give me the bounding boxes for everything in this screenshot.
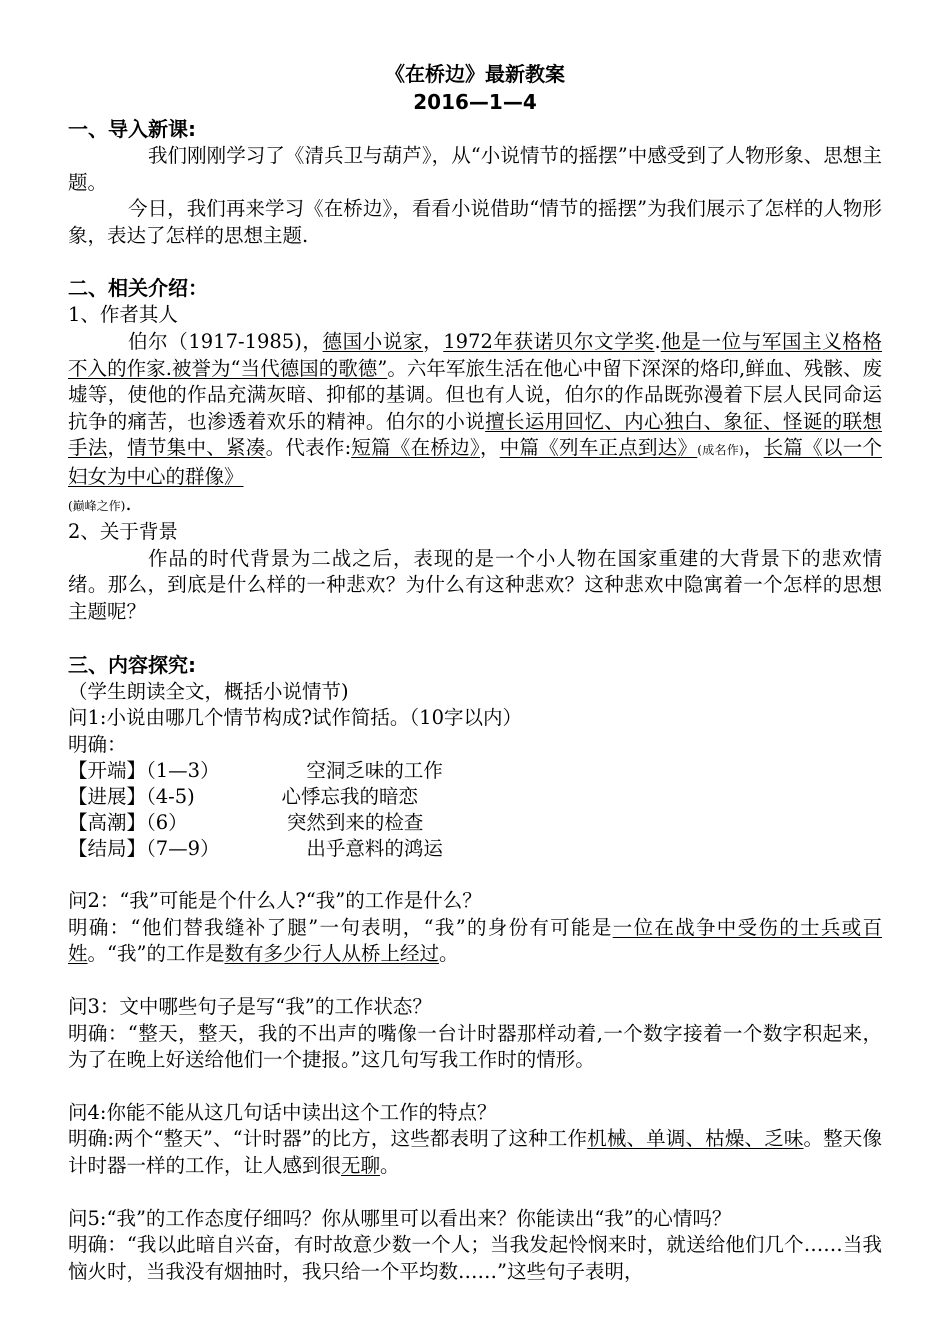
plot-row: 【高潮】（6） 突然到来的检查	[68, 811, 424, 835]
answer-2: 明确：“他们替我缝补了腿”一句表明，“我”的身份有可能是一位在战争中受伤的士兵或百姓。“我”的工作是数有多少行人从桥上经过。	[68, 915, 882, 966]
section-1-para-1: 我们刚刚学习了《清兵卫与葫芦》，从“小说情节的摇摆”中感受到了人物形象、思想主题。	[68, 144, 882, 194]
question-5: 问5:“我”的工作态度仔细吗？你从哪里可以看出来？你能读出“我”的心情吗？	[68, 1206, 732, 1230]
question-1: 问1:小说由哪几个情节构成?试作简括。（10字以内）	[68, 706, 522, 730]
answer-3: 明确：“整天，整天，我的不出声的嘴像一台计时器那样动着,一个数字接着一个数字积起来，为了在晚上好送给他们一个捷报。”这几句写我工作时的情形。	[68, 1021, 882, 1072]
section-1-heading: 一、导入新课:	[68, 117, 196, 141]
question-4: 问4:你能不能从这几句话中读出这个工作的特点？	[68, 1100, 497, 1124]
answer-1-label: 明确：	[68, 732, 127, 756]
section-2-heading: 二、相关介绍：	[68, 276, 208, 301]
plot-row: 【开端】（1—3） 空洞乏味的工作	[68, 759, 443, 783]
question-3: 问3：文中哪些句子是写“我”的工作状态？	[68, 995, 432, 1019]
background-para: 作品的时代背景为二战之后，表现的是一个小人物在国家重建的大背景下的悲欢情绪。那么，到底是什么样的一种悲欢？为什么有这种悲欢？这种悲欢中隐寓着一个怎样的思想主题呢？	[68, 546, 882, 623]
answer-5: 明确：“我以此暗自兴奋，有时故意少数一个人；当我发起怜悯来时，就送给他们几个……当我恼火时，当我没有烟抽时，我只给一个平均数……”这些句子表明，	[68, 1233, 882, 1283]
plot-row: 【进展】（4-5) 心悸忘我的暗恋	[68, 785, 419, 809]
reading-note: （学生朗读全文，概括小说情节)	[68, 679, 349, 703]
author-bio: 伯尔（1917-1985)，德国小说家，1972年获诺贝尔文学奖.他是一位与军国主义格格不入的作家.被誉为“当代德国的歌德”。六年军旅生活在他心中留下深深的烙印,鲜血、残骸、废墟等，使他的作品充满灰暗、抑郁的基调。但也有人说，伯尔的作品既弥漫着下层人民同命运抗争的痛苦，也渗透着欢乐的精神。伯尔的小说擅长运用回忆、内心独白、象征、怪诞的联想手法，情节集中、紧凑。代表作:短篇《在桥边》，中篇《列车正点到达》(成名作)，长篇《以一个妇女为中心的群像》 (巅峰之作).	[68, 329, 882, 515]
answer-4: 明确:两个“整天”、“计时器”的比方，这些都表明了这种工作机械、单调、枯燥、乏味。整天像计时器一样的工作，让人感到很无聊。	[68, 1127, 882, 1178]
plot-row: 【结局】（7—9） 出乎意料的鸿运	[68, 837, 443, 861]
section-1-para-2: 今日，我们再来学习《在桥边》，看看小说借助“情节的摇摆”为我们展示了怎样的人物形象，表达了怎样的思想主题.	[68, 197, 882, 247]
section-3-heading: 三、内容探究:	[68, 652, 196, 677]
background-subheading: 2、关于背景	[68, 520, 178, 544]
document-date: 2016—1—4	[413, 90, 537, 114]
question-2: 问2：“我”可能是个什么人?“我”的工作是什么？	[68, 889, 482, 913]
document-title: 《在桥边》最新教案	[385, 62, 565, 86]
author-subheading: 1、作者其人	[68, 303, 178, 327]
document-page	[68, 60, 882, 1285]
